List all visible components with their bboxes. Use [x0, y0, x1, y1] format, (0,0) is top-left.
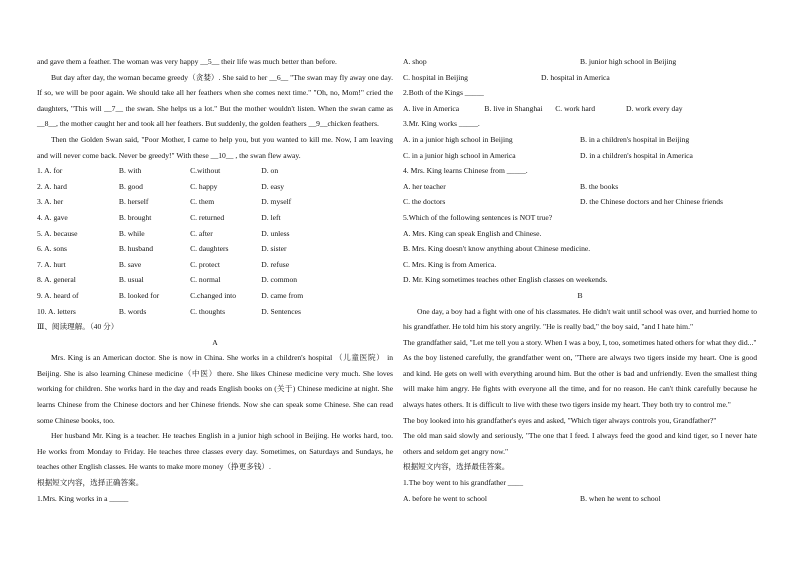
- option-row: 3. A. her B. herself C. them D. myself: [37, 197, 292, 207]
- passage-a-paragraph-1: Mrs. King is an American doctor. She is now in China. She works in a children's hospital （儿童医院） in Beijing. She is also learning Chinese medicine（中医）there. She likes Chinese medicine very much. She loves working for children. She works hard in the day and reads English books on (关于) Chinese medicine at night. She learns Chinese from the Chinese doctors and her Chinese friends. Now she can speak some Chinese. She can read some Chinese books, too.: [37, 353, 393, 425]
- option-row: 4. A. gave B. brought C. returned D. left: [37, 212, 281, 222]
- instruction: 根据短文内容，选择最佳答案。: [403, 462, 510, 472]
- section-heading: Ⅲ、阅读理解。（40 分）: [37, 322, 119, 332]
- option-row: 1. A. for B. with C.without D. on: [37, 166, 279, 176]
- passage-b-paragraph-1: One day, a boy had a fight with one of his classmates. He didn't wait until school was over, and hurried home to his grandfather. He told him his story angrily. "He is really bad," the boy said, "and I hate him.": [403, 306, 757, 332]
- question-b1: 1.The boy went to his grandfather ____: [403, 478, 523, 488]
- cloze-paragraph-2: But day after day, the woman became greedy（贪婪）. She said to her __6__ "The swan may fly away one day. If so, we will be poor again. We should take all her feathers when she comes next time." "Oh, no, Mom!" cried the daughters, "This will __7__ the swan. She helps us a lot." But the mother wouldn't listen. When the swan came as __8__, the mother caught her and took all her feathers. But suddenly, the golden feathers __9__chicken feathers.: [37, 72, 393, 129]
- option-row: 9. A. heard of B. looked for C.changed into D. came from: [37, 290, 304, 300]
- question-2: 2.Both of the Kings _____: [403, 88, 484, 98]
- passage-b-label: B: [577, 290, 583, 300]
- right-column: [403, 54, 757, 506]
- option-row: 10. A. letters B. words C. thoughts D. Sentences: [37, 306, 301, 316]
- option-row: A. shop B. junior high school in Beijing: [403, 57, 677, 66]
- left-column: [37, 54, 393, 506]
- option-row: 2. A. hard B. good C. happy D. easy: [37, 181, 285, 191]
- passage-b-paragraph-5: The old man said slowly and seriously, "The one that I feed. I always feed the good and kind tiger, so I never hate others and seldom get angry now.": [403, 431, 757, 456]
- passage-b-paragraph-2: The grandfather said, "Let me tell you a story. When I was a boy, I, too, sometimes hated others for what they did...": [403, 337, 757, 347]
- option-row: 7. A. hurt B. save C. protect D. refuse: [37, 259, 290, 269]
- option-row: 6. A. sons B. husband C. daughters D. sister: [37, 244, 287, 254]
- passage-b-paragraph-3: As the boy listened carefully, the grandfather went on, "There are always two tigers inside my heart. One is good and kind. He gets on well with everything around him. But the other is bad and unfriendly. Even the smallest thing will make him angry. He fights with everyone all the time, and for no reason. He can't think carefully because he always hates others. It is difficult to live with these two tigers inside my heart. They both try to control me.": [403, 353, 757, 410]
- option-line: B. Mrs. King doesn't know anything about Chinese medicine.: [403, 244, 591, 254]
- option-row: 8. A. general B. usual C. normal D. common: [37, 275, 298, 285]
- question-4: 4. Mrs. King learns Chinese from _____.: [403, 166, 528, 176]
- passage-a-paragraph-2: Her husband Mr. King is a teacher. He teaches English in a junior high school in Beijing. He works hard, too. He works from Monday to Friday. He teaches three classes every day. Sometimes, on Saturdays and Sundays, he teaches other English classes. He wants to make more money（挣更多钱）.: [37, 431, 393, 472]
- option-line: A. Mrs. King can speak English and Chinese.: [403, 228, 542, 238]
- option-row: A. before he went to school B. when he went to school: [403, 493, 661, 503]
- option-row: A. live in America B. live in Shanghai C. work hard D. work every day: [403, 103, 683, 113]
- option-row: A. in a junior high school in Beijing B. in a children's hospital in Beijing: [403, 134, 690, 144]
- option-line: D. Mr. King sometimes teaches other English classes on weekends.: [403, 275, 608, 285]
- option-line: C. Mrs. King is from America.: [403, 259, 497, 269]
- instruction: 根据短文内容，选择正确答案。: [37, 478, 144, 488]
- cloze-options: [37, 163, 393, 319]
- cloze-paragraph-1: and gave them a feather. The woman was very happy __5__ their life was much better than before.: [37, 57, 337, 66]
- option-row: C. hospital in Beijing D. hospital in America: [403, 72, 610, 82]
- passage-b-paragraph-4: The boy looked into his grandfather's eyes and asked, "Which tiger always controls you, Grandfather?": [403, 415, 717, 425]
- question-1: 1.Mrs. King works in a _____: [37, 493, 129, 503]
- question-3: 3.Mr. King works _____.: [403, 119, 480, 129]
- option-row: C. in a junior high school in America D. in a children's hospital in America: [403, 150, 693, 160]
- option-row: C. the doctors D. the Chinese doctors and her Chinese friends: [403, 197, 723, 207]
- cloze-paragraph-3: Then the Golden Swan said, "Poor Mother, I came to help you, but you wanted to kill me. Now, I am leaving and will never come back. Never be greedy!" With these __10__ , the swan flew away.: [37, 134, 393, 160]
- option-row: 5. A. because B. while C. after D. unless: [37, 228, 290, 238]
- option-row: A. her teacher B. the books: [403, 181, 619, 191]
- passage-a-label: A: [212, 337, 218, 347]
- question-5: 5.Which of the following sentences is NOT true?: [403, 212, 553, 222]
